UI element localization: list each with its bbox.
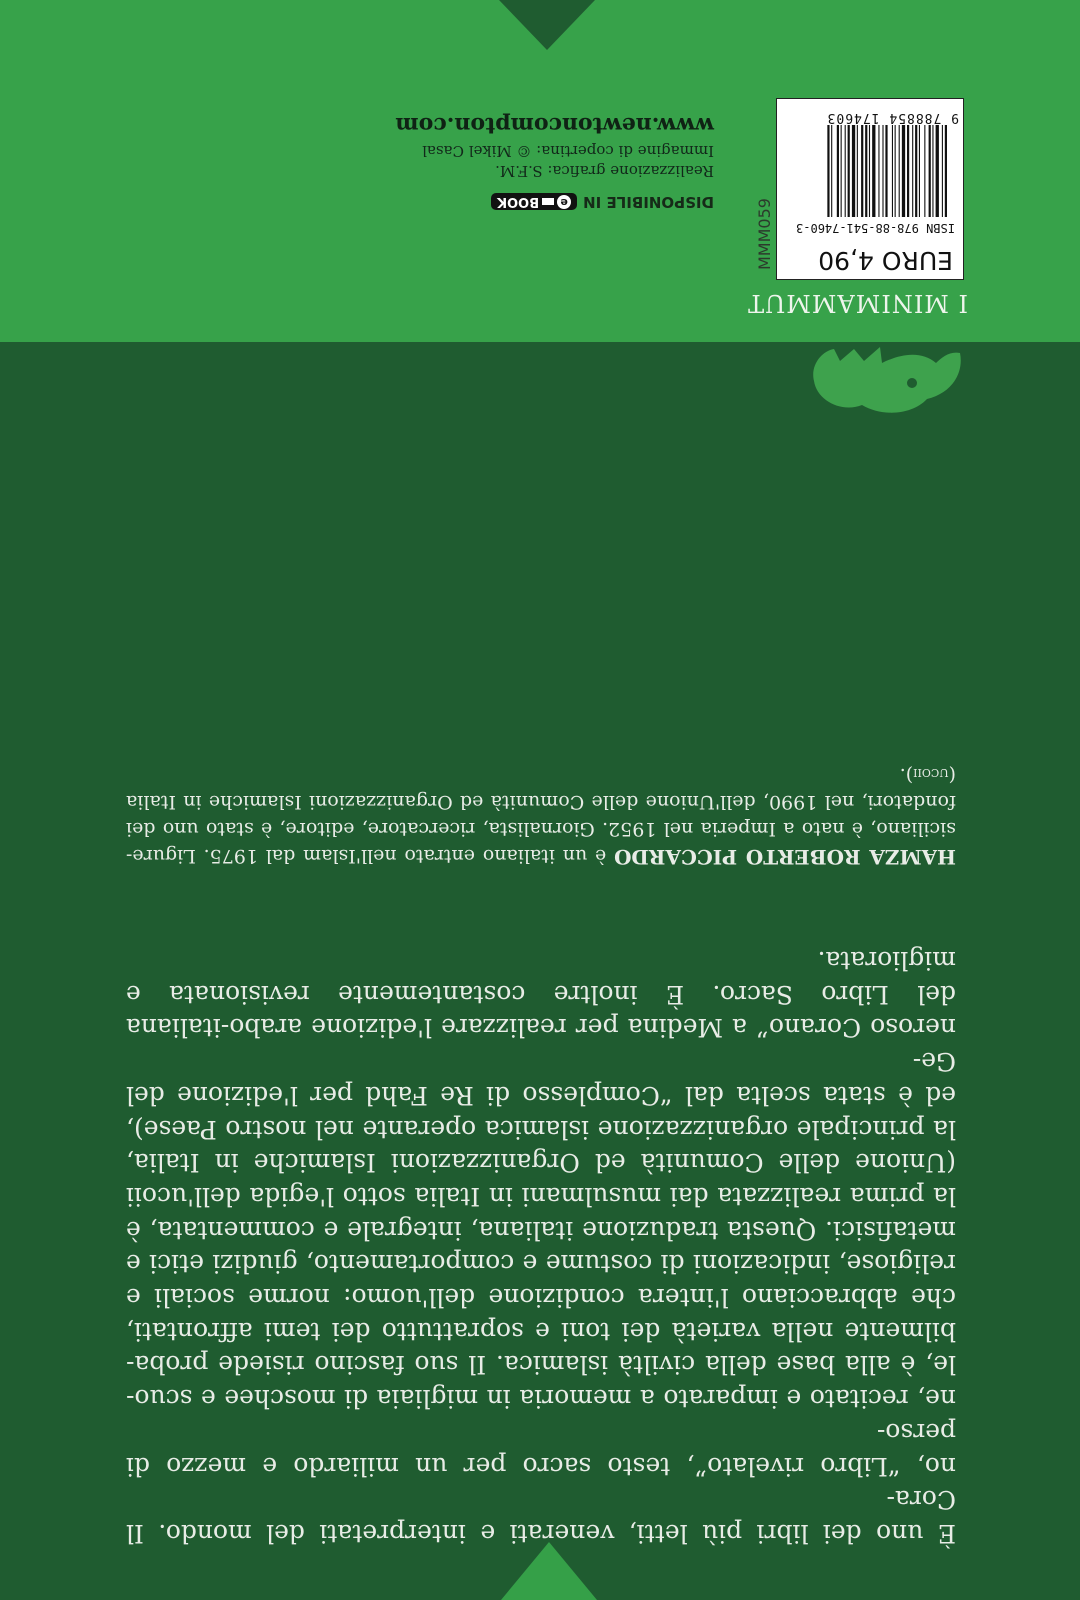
cover-image-credit: Immagine di copertina: © Mikel Casal <box>422 142 714 160</box>
description-line: no, “Libro rivelato”, testo sacro per un miliardo e mezzo di perso- <box>126 1417 956 1481</box>
description-line: la principale organizzazione islamica operante nel nostro Paese), <box>126 1114 956 1144</box>
top-notch-triangle <box>499 0 595 50</box>
ebook-e-icon: e <box>557 195 571 209</box>
publisher-website: www.newtoncompton.com <box>395 112 714 138</box>
design-credit: Realizzazione grafica: S.F.M. <box>495 162 714 180</box>
description-line: È uno dei libri più letti, venerati e interpretati del mondo. Il Cora- <box>126 1485 956 1548</box>
ebook-label: BOOK <box>497 194 540 210</box>
description-line: la prima realizzata dai musulmani in Italia sotto l'egida dell'ucoii <box>126 1181 956 1211</box>
product-code <box>750 130 774 270</box>
ebook-bar-icon <box>542 199 554 206</box>
price: EURO 4,90 <box>818 246 953 275</box>
series-name: I MINIMAMMUT <box>747 289 968 317</box>
ean-number: 9 788854 174603 <box>826 110 959 125</box>
barcode-box <box>776 98 964 280</box>
description-line: che abbracciano l'intera condizione dell'uomo: norme sociali e <box>126 1283 956 1313</box>
isbn: ISBN 978-88-541-7460-3 <box>796 221 955 235</box>
ebook-badge <box>491 194 577 211</box>
description-line: del Libro Sacro. È inoltre costantemente revisionata e migliorata. <box>126 946 956 1009</box>
description-line: metafisici. Questa traduzione italiana, integrale e commentata, è <box>126 1215 956 1245</box>
author-name: HAMZA ROBERTO PICCARDO <box>614 845 956 869</box>
description-line: ne, recitato e imparato a memoria in migliaia di moschee e scuo- <box>126 1384 956 1414</box>
description-line: ed è stata scelta dal “Complesso di Re Fahd per l'edizione del Ge- <box>126 1047 956 1110</box>
description-line: bilmente nella varietà dei toni e soprattutto dei temi affrontati, <box>126 1316 956 1346</box>
ebook-availability <box>491 193 714 211</box>
author-bio <box>126 761 956 870</box>
product-code-text: MMM059 <box>755 198 774 270</box>
description-line: (Unione delle Comunità ed Organizzazioni Islamiche in Italia, <box>126 1148 956 1178</box>
author-bio-acronym: ucoii <box>913 765 949 784</box>
availability-label: DISPONIBILE IN <box>583 193 714 211</box>
bottom-notch-triangle <box>501 1542 597 1600</box>
mammoth-logo-icon <box>802 343 972 423</box>
book-description <box>126 943 956 1550</box>
author-bio-end: ). <box>899 764 914 786</box>
description-line: le, è alla base della civiltà islamica. Il suo fascino risiede proba- <box>126 1350 956 1380</box>
barcode-icon <box>789 125 949 217</box>
description-line: religiose, indicazioni di costume e comportamento, giudizi etici e <box>126 1249 956 1279</box>
description-line: neroso Corano” a Medina per realizzare l'edizione arabo-italiana <box>126 1013 956 1043</box>
author-bio-text: è un italiano entrato nell'Islam dal 1975. Ligure-siciliano, è nato a Imperia nel 1952. Giornalista, ricercatore, editore, è stato uno dei fondatori, nel 1990, dell'Unione delle Comunità ed Organizzazioni Islamiche in Italia ( <box>126 764 956 867</box>
